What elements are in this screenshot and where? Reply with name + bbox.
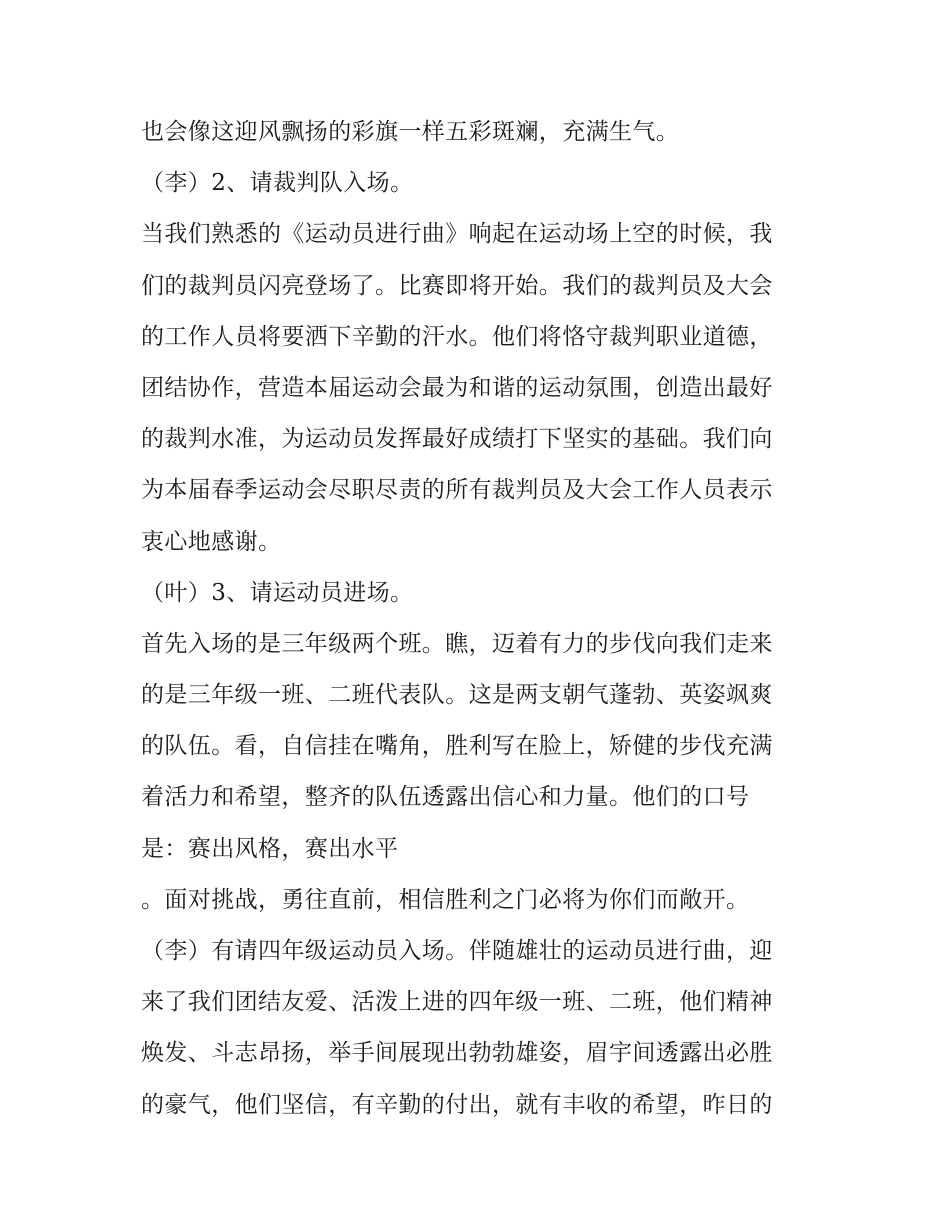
text-line: 团结协作，营造本届运动会最为和谐的运动氛围，创造出最好 [141,374,773,401]
text-line: 着活力和希望，整齐的队伍透露出信心和力量。他们的口号 [141,784,750,811]
text-line: 的豪气，他们坚信，有辛勤的付出，就有丰收的希望，昨日的 [141,1091,773,1118]
text-line: 衷心地感谢。 [141,528,282,555]
text-line: 为本届春季运动会尽职尽责的所有裁判员及大会工作人员表示 [141,477,773,504]
document-body [141,107,821,1131]
text-line: （李）2、请裁判队入场。 [141,170,414,197]
text-line: 来了我们团结友爱、活泼上进的四年级一班、二班，他们精神 [141,989,773,1016]
text-line: 首先入场的是三年级两个班。瞧，迈着有力的步伐向我们走来 [141,630,773,657]
text-line: 当我们熟悉的《运动员进行曲》响起在运动场上空的时候，我 [141,221,773,248]
text-line: 。面对挑战，勇往直前，相信胜利之门必将为你们而敞开。 [141,886,750,913]
text-line: 也会像这迎风飘扬的彩旗一样五彩斑斓，充满生气。 [141,119,680,145]
text-line: 的队伍。看，自信挂在嘴角，胜利写在脸上，矫健的步伐充满 [141,733,773,760]
text-line: 焕发、斗志昂扬，举手间展现出勃勃雄姿，眉宇间透露出必胜 [141,1040,773,1067]
text-line: （叶）3、请运动员进场。 [141,579,414,606]
text-line: （李）有请四年级运动员入场。伴随雄壮的运动员进行曲，迎 [141,938,773,964]
text-line: 的是三年级一班、二班代表队。这是两支朝气蓬勃、英姿飒爽 [141,682,773,709]
text-line: 是：赛出风格，赛出水平 [141,835,399,862]
text-line: 的工作人员将要洒下辛勤的汗水。他们将恪守裁判职业道德， [141,323,773,350]
text-line: 的裁判水准，为运动员发挥最好成绩打下坚实的基础。我们向 [141,426,773,453]
text-line: 们的裁判员闪亮登场了。比赛即将开始。我们的裁判员及大会 [141,272,773,299]
